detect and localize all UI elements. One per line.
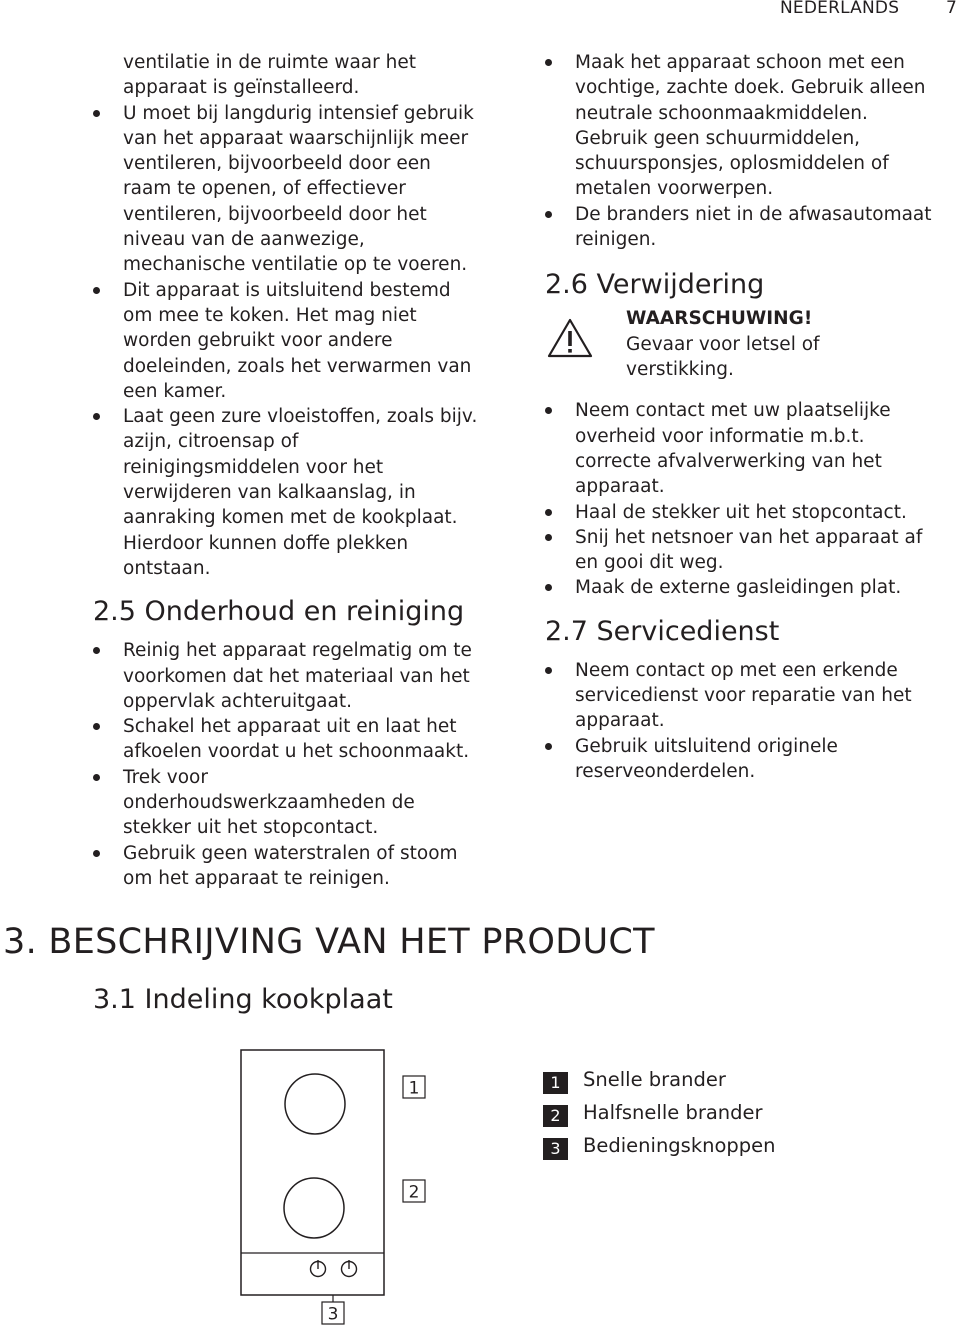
text-line: metalen voorwerpen. [575,178,774,200]
text-line: reinigingsmiddelen voor het [123,456,384,478]
text-line: ontstaan. [123,557,211,579]
legend-number: 3 [543,1138,568,1160]
chapter-heading: 3. BESCHRIJVING VAN HET PRODUCT [3,922,655,962]
text-line: raam te openen, of effectiever [123,178,406,200]
bullet-item [545,734,960,785]
text-line: Neem contact met uw plaatselijke [575,400,891,422]
text-line: overheid voor informatie m.b.t. [575,425,865,447]
bullet-item [93,404,523,581]
diagram-legend [543,1067,843,1166]
bullet-item [93,101,523,278]
bullet-item [93,638,523,714]
warning-block [545,306,960,386]
bullet-dot [545,667,552,674]
text-line: correcte afvalverwerking van het [575,450,882,472]
text-line: ventilatie in de ruimte waar het [123,52,416,73]
bullet-item [545,575,960,600]
text-line: verstikking. [626,358,734,380]
text-line: en gooi dit weg. [575,552,724,574]
hob-diagram [240,1040,440,1328]
text-line: Hierdoor kunnen doffe plekken [123,532,409,554]
text-line: Dit apparaat is uitsluitend bestemd [123,279,451,301]
section-heading-2-7: 2.7 Servicedienst [545,615,780,647]
text-line: ventileren, bijvoorbeeld door het [123,203,427,225]
warning-title: WAARSCHUWING! [626,308,813,330]
text-line: Maak de externe gasleidingen plat. [575,577,902,599]
text-line: onderhoudswerkzaamheden de [123,792,415,814]
bullet-item [93,765,523,841]
text-line: Snij het netsnoer van het apparaat af [575,526,923,548]
bullet-item [545,50,960,202]
text-line: vochtige, zachte doek. Gebruik alleen [575,77,926,99]
text-line: een kamer. [123,380,227,402]
text-line: Neem contact op met een erkende [575,659,898,681]
text-line: aanraking komen met de kookplaat. [123,507,458,529]
bullet-dot [545,584,552,591]
legend-label: Snelle brander [583,1068,726,1091]
text-line: Maak het apparaat schoon met een [575,52,905,73]
bullet-dot [545,534,552,541]
text-line: Reinig het apparaat regelmatig om te [123,640,472,662]
legend-row [543,1067,843,1100]
text-line: Trek voor [123,766,208,788]
bullet-item [545,500,960,525]
legend-label: Bedieningsknoppen [583,1134,776,1157]
text-line: reinigen. [575,229,657,251]
text-line: servicedienst voor reparatie van het [575,685,912,707]
text-line: Gebruik geen waterstralen of stoom [123,842,458,864]
bullet-dot [545,407,552,414]
semi-rapid-burner-icon [284,1178,344,1238]
warning-text [626,306,820,382]
bullet-dot [93,774,100,781]
callout-label-3: 3 [327,1304,339,1325]
text-line: neutrale schoonmaakmiddelen. [575,102,868,124]
bullet-dot [545,59,552,66]
bullet-dot [545,211,552,218]
bullet-item [545,658,960,734]
bullet-dot [93,287,100,294]
callout-label-1: 1 [408,1078,420,1099]
text-line: worden gebruikt voor andere [123,330,393,352]
text-line: schuursponsjes, oplosmiddelen of [575,153,889,175]
legend-number: 2 [543,1105,568,1127]
bullet-dot [545,743,552,750]
text-line: van het apparaat waarschijnlijk meer [123,127,469,149]
section-heading-2-6: 2.6 Verwijdering [545,269,765,301]
text-line: om het apparaat te reinigen. [123,867,390,889]
bullet-item [93,278,523,404]
text-line: doeleinden, zoals het verwarmen van [123,355,472,377]
hob-outline [241,1050,384,1295]
text-line: om mee te koken. Het mag niet [123,304,417,326]
text-line: Laat geen zure vloeistoffen, zoals bijv. [123,406,478,428]
bullet-dot [545,509,552,516]
text-line: apparaat. [575,710,665,732]
legend-row [543,1133,843,1166]
text-line: Gebruik geen schuurmiddelen, [575,127,861,149]
bullet-dot [93,647,100,654]
language-label: NEDERLANDS [780,0,900,18]
text-line: apparaat. [575,476,665,498]
legend-row [543,1100,843,1133]
legend-number: 1 [543,1072,568,1094]
text-line: stekker uit het stopcontact. [123,817,379,839]
right-column [545,50,960,784]
text-line: afkoelen voordat u het schoonmaakt. [123,741,470,763]
text-line: Schakel het apparaat uit en laat het [123,716,457,738]
text-line: Haal de stekker uit het stopcontact. [575,501,907,523]
rapid-burner-icon [285,1074,345,1134]
text-line: apparaat is geïnstalleerd. [123,77,360,99]
warning-triangle-icon [547,318,593,358]
bullet-item [93,714,523,765]
subsection-heading: 3.1 Indeling kookplaat [93,984,393,1015]
text-line: oppervlak achteruitgaat. [123,690,352,712]
text-line: mechanische ventilatie op te voeren. [123,254,468,276]
page-number: 7 [946,0,957,18]
text-line: niveau van de aanwezige, [123,229,365,251]
text-line: Gebruik uitsluitend originele [575,735,838,757]
page-header [0,0,960,22]
text-line: reserveonderdelen. [575,760,756,782]
text-line: U moet bij langdurig intensief gebruik [123,102,474,124]
bullet-item [545,525,960,576]
bullet-item [93,841,523,892]
bullet-dot [93,110,100,117]
text-line: verwijderen van kalkaanslag, in [123,482,416,504]
bullet-dot [93,723,100,730]
text-line: Gevaar voor letsel of [626,333,820,355]
left-column [93,50,523,891]
bullet-item [545,202,960,253]
legend-label: Halfsnelle brander [583,1101,763,1124]
text-line: ventileren, bijvoorbeeld door een [123,153,431,175]
text-line: azijn, citroensap of [123,431,299,453]
section-heading-2-5: 2.5 Onderhoud en reiniging [93,596,465,628]
text-line: De branders niet in de afwasautomaat [575,203,932,225]
bullet-dot [93,413,100,420]
bullet-dot [93,850,100,857]
bullet-item [545,398,960,499]
text-line: voorkomen dat het materiaal van het [123,665,470,687]
callout-label-2: 2 [408,1182,420,1203]
